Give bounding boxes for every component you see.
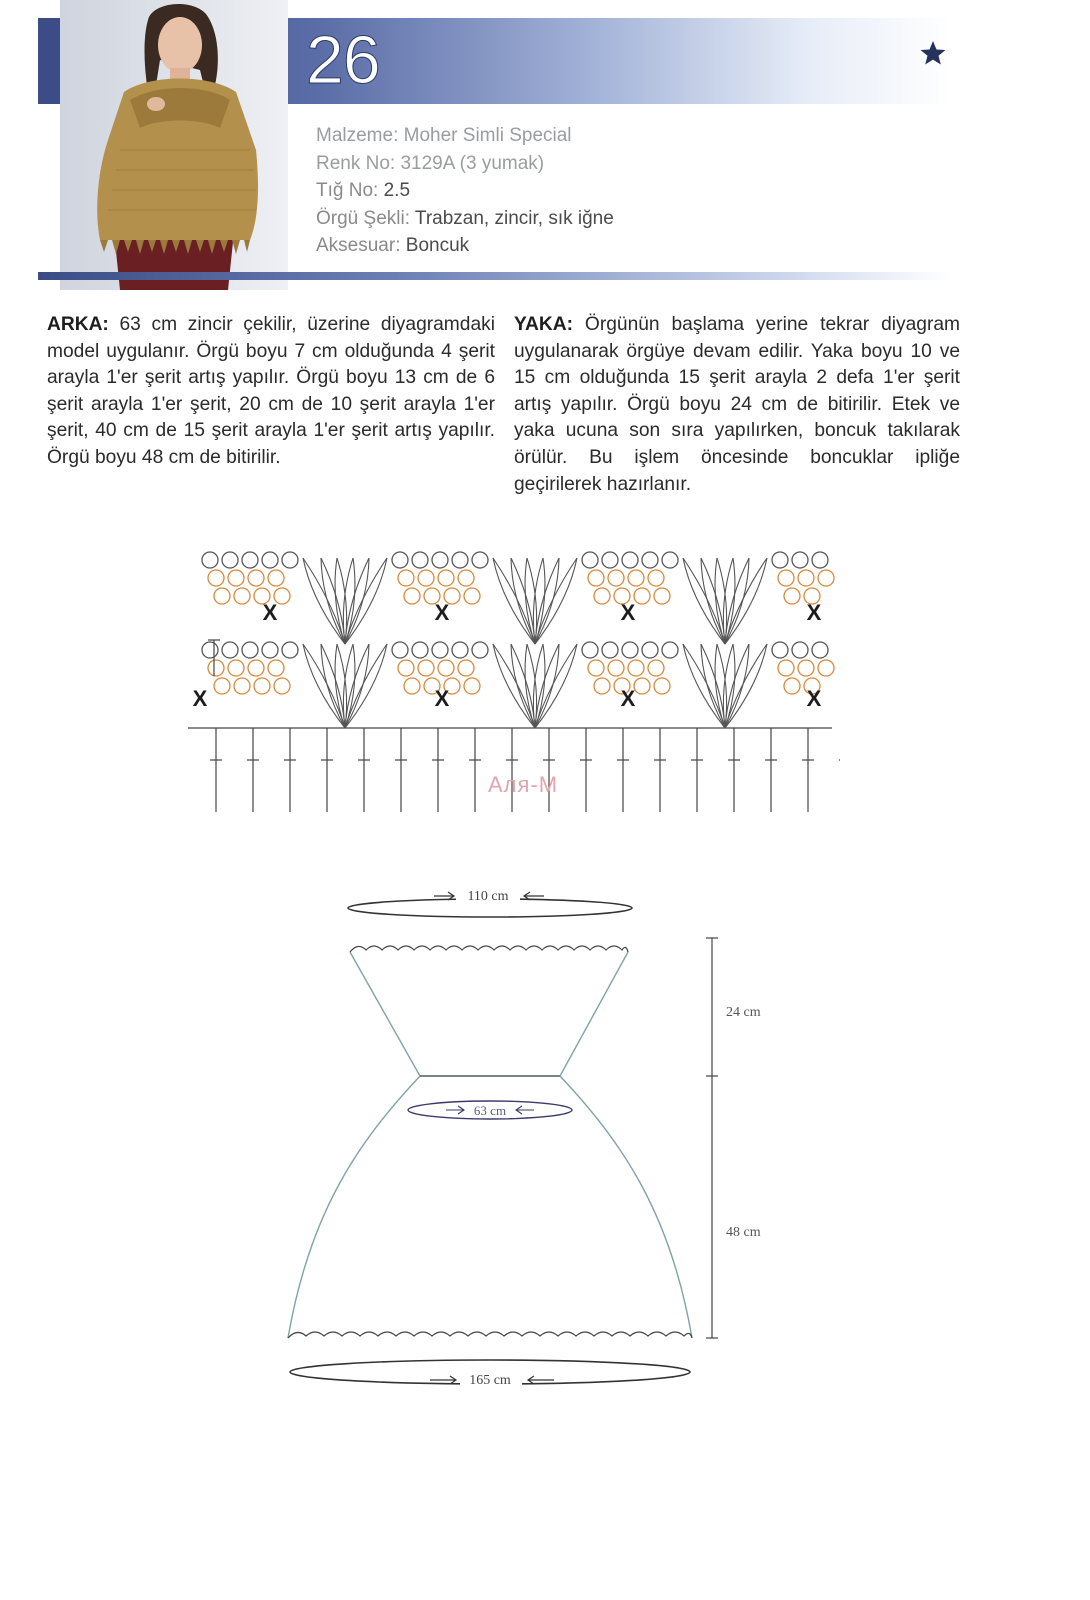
- waist-width-label: 63 cm: [473, 1103, 507, 1118]
- chain-circle: [208, 570, 224, 586]
- chain-circle: [648, 570, 664, 586]
- hook-label: Tığ No:: [316, 180, 379, 201]
- material-row: [316, 122, 614, 150]
- chain-circle: [582, 552, 598, 568]
- chain-circle: [438, 660, 454, 676]
- chain-circle: [602, 642, 618, 658]
- chain-circle: [392, 552, 408, 568]
- chain-circle: [472, 642, 488, 658]
- chain-circle: [798, 570, 814, 586]
- chain-circle: [398, 660, 414, 676]
- hook-row: [316, 177, 614, 205]
- chain-circle: [634, 678, 650, 694]
- chain-circle: [432, 642, 448, 658]
- chain-circle: [778, 570, 794, 586]
- accessory-label: Aksesuar:: [316, 235, 401, 256]
- chain-circle: [222, 642, 238, 658]
- chain-circle: [784, 678, 800, 694]
- pattern-number: 26: [306, 22, 380, 98]
- chain-circle: [662, 642, 678, 658]
- chain-circle: [798, 660, 814, 676]
- chain-circle: [792, 642, 808, 658]
- chain-circle: [452, 642, 468, 658]
- chain-circle: [432, 552, 448, 568]
- arka-instructions: [47, 312, 495, 472]
- chain-circle: [254, 678, 270, 694]
- chain-circle: [818, 660, 834, 676]
- star-icon: [918, 38, 948, 68]
- chain-circle: [228, 660, 244, 676]
- chain-circle: [628, 660, 644, 676]
- color-label: Renk No:: [316, 152, 396, 174]
- chain-circle: [234, 678, 250, 694]
- chain-circle: [268, 570, 284, 586]
- chain-circle: [464, 588, 480, 604]
- arka-label: ARKA:: [47, 314, 109, 335]
- chain-circle: [248, 660, 264, 676]
- chain-circle: [268, 660, 284, 676]
- yaka-instructions: [514, 312, 960, 498]
- color-row: [316, 150, 614, 178]
- single-crochet-mark: X: [434, 686, 450, 711]
- accessory-value: Boncuk: [405, 235, 470, 256]
- single-crochet-mark: X: [620, 600, 636, 625]
- chain-circle: [412, 642, 428, 658]
- chain-circle: [274, 678, 290, 694]
- chain-circle: [602, 552, 618, 568]
- material-label: Malzeme:: [316, 125, 399, 146]
- header-rule: [38, 272, 950, 280]
- chain-circle: [772, 642, 788, 658]
- chain-circle: [392, 642, 408, 658]
- chain-circle: [282, 642, 298, 658]
- chain-circle: [582, 642, 598, 658]
- chain-circle: [778, 660, 794, 676]
- chain-circle: [654, 678, 670, 694]
- chain-circle: [594, 588, 610, 604]
- materials-list: [316, 122, 614, 260]
- garment-schematic: [270, 880, 810, 1400]
- yaka-text: Örgünün başlama yerine tekrar diyagram uygulanarak örgüye devam edilir. Yaka boyu 10 ve 15 cm olduğunda 15 şerit arayla 2 defa 1'er şerit artış yapılır. Örgü boyu 24 cm de bitirilir. Etek ve yaka ucuna son sıra yapılırken, boncuk takılarak örülür. Bu işlem öncesinde boncuklar ipliğe geçirilerek hazırlanır.: [514, 314, 960, 495]
- chain-circle: [588, 660, 604, 676]
- single-crochet-mark: X: [262, 600, 278, 625]
- chain-circle: [812, 642, 828, 658]
- chain-circle: [458, 570, 474, 586]
- accessory-row: [316, 232, 614, 260]
- chain-circle: [812, 552, 828, 568]
- chain-circle: [642, 552, 658, 568]
- chain-circle: [654, 588, 670, 604]
- chain-circle: [634, 588, 650, 604]
- arka-text: 63 cm zincir çekilir, üzerine diyagramdaki model uygulanır. Örgü boyu 7 cm olduğunda 4 şerit arayla 1'er şerit artış yapılır. Örgü boyu 13 cm de 6 şerit arayla 1'er şerit, 20 cm de 10 şerit arayla 1'er şerit, 40 cm de 15 şerit arayla 1'er şerit artış yapılır. Örgü boyu 48 cm de bitirilir.: [47, 314, 495, 468]
- single-crochet-mark: X: [620, 686, 636, 711]
- chain-circle: [594, 678, 610, 694]
- chain-circle: [214, 678, 230, 694]
- chain-circle: [242, 642, 258, 658]
- material-value: Moher Simli Special: [403, 125, 572, 146]
- single-crochet-mark: X: [806, 600, 822, 625]
- chain-circle: [262, 552, 278, 568]
- chain-circle: [772, 552, 788, 568]
- stitch-type-label: Örgü Şekli:: [316, 207, 410, 229]
- chain-circle: [404, 588, 420, 604]
- chain-circle: [398, 570, 414, 586]
- chain-circle: [818, 570, 834, 586]
- hem-scallop: [288, 1332, 692, 1338]
- chain-circle: [472, 552, 488, 568]
- chain-circle: [438, 570, 454, 586]
- chain-circle: [228, 570, 244, 586]
- watermark: Аля-М: [488, 772, 559, 797]
- stitch-type-value: Trabzan, zincir, sık iğne: [414, 207, 614, 229]
- chain-circle: [628, 570, 644, 586]
- chain-circle: [202, 552, 218, 568]
- chain-circle: [648, 660, 664, 676]
- yaka-shape: [350, 952, 628, 1076]
- chain-circle: [282, 552, 298, 568]
- chain-circle: [608, 660, 624, 676]
- chain-circle: [214, 588, 230, 604]
- chain-circle: [662, 552, 678, 568]
- single-crochet-mark: X: [192, 686, 208, 711]
- single-crochet-mark: X: [806, 686, 822, 711]
- hook-value: 2.5: [383, 180, 411, 201]
- chain-circle: [792, 552, 808, 568]
- yaka-label: YAKA:: [514, 314, 573, 335]
- chain-circle: [622, 642, 638, 658]
- chain-circle: [404, 678, 420, 694]
- yaka-height-label: 24 cm: [726, 1005, 761, 1020]
- chain-circle: [464, 678, 480, 694]
- chain-circle: [208, 660, 224, 676]
- chain-circle: [234, 588, 250, 604]
- chain-circle: [222, 552, 238, 568]
- chain-circle: [242, 552, 258, 568]
- bottom-width-label: 165 cm: [469, 1373, 511, 1388]
- chain-circle: [452, 552, 468, 568]
- header-left-bar: [38, 18, 50, 104]
- yaka-scallop: [350, 946, 628, 952]
- color-value: 3129A (3 yumak): [400, 152, 545, 174]
- model-photo: [60, 0, 288, 290]
- single-crochet-mark: X: [434, 600, 450, 625]
- chain-circle: [202, 642, 218, 658]
- stitch-type-row: [316, 205, 614, 233]
- top-width-label: 110 cm: [467, 889, 509, 904]
- chain-circle: [418, 660, 434, 676]
- chain-circle: [608, 570, 624, 586]
- body-height-label: 48 cm: [726, 1225, 761, 1240]
- chain-circle: [418, 570, 434, 586]
- chain-circle: [642, 642, 658, 658]
- chain-circle: [784, 588, 800, 604]
- chain-circle: [458, 660, 474, 676]
- chain-circle: [248, 570, 264, 586]
- chain-circle: [588, 570, 604, 586]
- chain-circle: [262, 642, 278, 658]
- chain-circle: [622, 552, 638, 568]
- chain-circle: [412, 552, 428, 568]
